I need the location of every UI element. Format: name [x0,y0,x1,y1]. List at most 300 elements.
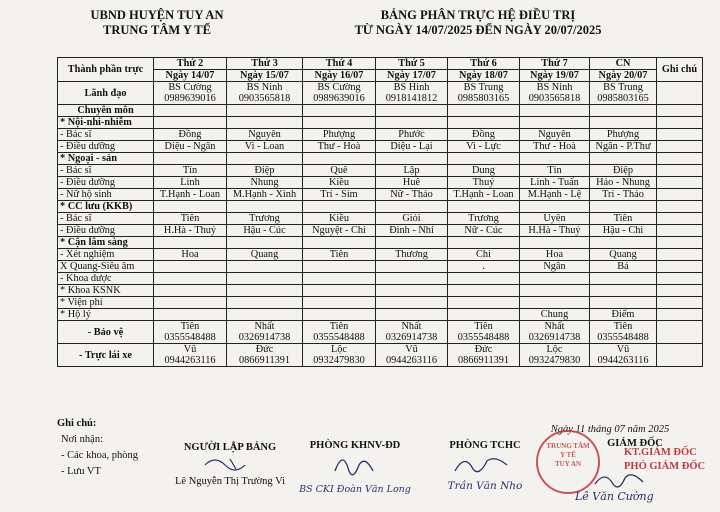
duty-cell: Uyên [520,213,590,225]
duty-phone: 0985803165 [457,93,510,104]
duty-cell [520,105,590,117]
duty-cell [154,105,227,117]
day-name: Thứ 3 [227,58,303,70]
duty-cell [154,117,227,129]
note-cell [657,249,703,261]
table-row [58,105,703,117]
duty-name: Đức [474,344,493,355]
khnv-name: Đoàn Văn Long [336,484,411,495]
duty-cell [303,82,376,105]
duty-phone: 0944263116 [597,355,649,366]
duty-cell: Diệu - Lại [376,141,448,153]
duty-cell [303,309,376,321]
col-note-header: Ghi chú [657,58,703,82]
table-row [58,117,703,129]
preparer-signature [200,453,260,473]
duty-name: BS Ninh [536,82,573,93]
row-label: * Hộ lý [58,309,154,321]
duty-phone: 0989639016 [164,93,216,104]
duty-cell [520,321,590,344]
duty-cell: Trương [227,213,303,225]
duty-cell [154,273,227,285]
row-label: - Điều dưỡng [58,141,154,153]
table-row [58,177,703,189]
duty-cell: Trí - Thảo [590,189,657,201]
stamp-text-1: TRUNG TÂM [546,442,590,450]
note-cell [657,225,703,237]
duty-cell [154,285,227,297]
duty-cell [520,201,590,213]
tchc-signature [450,451,520,477]
org-line-1: UBND HUYỆN TUY AN [90,8,224,22]
duty-cell: Lập [376,165,448,177]
duty-cell: Dung [448,165,520,177]
duty-cell [448,309,520,321]
duty-cell [303,237,376,249]
duty-cell [448,344,520,367]
duty-cell: Hậu - Cúc [227,225,303,237]
duty-cell: Trí - Sim [303,189,376,201]
duty-cell [448,273,520,285]
duty-cell [303,297,376,309]
duty-cell: Nguyệt - Chi [303,225,376,237]
duty-cell: Trương [448,213,520,225]
khnv-title: PHÒNG KHNV-ĐD [309,440,401,451]
duty-cell: Ngân - P.Thư [590,141,657,153]
duty-name: Nhất [401,321,422,332]
duty-name: Vũ [616,344,630,355]
preparer-title: NGƯỜI LẬP BẢNG [183,442,277,453]
duty-cell: Quê [303,165,376,177]
day-date: Ngày 14/07 [154,70,227,82]
day-date: Ngày 18/07 [448,70,520,82]
duty-cell [154,321,227,344]
duty-phone: 0944263116 [164,355,216,366]
duty-schedule-table [57,57,703,367]
row-label: Chuyên môn [58,105,154,117]
director-signature [590,470,660,490]
table-row [58,297,703,309]
day-name: Thứ 4 [303,58,376,70]
duty-cell [376,117,448,129]
row-label: - Điều dưỡng [58,225,154,237]
duty-cell: Phượng [303,129,376,141]
duty-cell: H.Hà - Thuý [154,225,227,237]
duty-cell: Điểm [590,309,657,321]
duty-phone: 0903565818 [528,93,581,104]
duty-cell [448,82,520,105]
tchc-title: PHÒNG TCHC [449,440,521,451]
note-cell [657,285,703,297]
table-row [58,237,703,249]
note-cell [657,82,703,105]
duty-phone: 0355548488 [313,332,365,343]
duty-cell: Chung [520,309,590,321]
note-cell [657,117,703,129]
duty-cell: Vi - Lực [448,141,520,153]
table-row [58,225,703,237]
duty-cell: Tiên [303,249,376,261]
duty-name: Vũ [183,344,197,355]
duty-cell [154,82,227,105]
note-cell [657,189,703,201]
duty-cell: Nhung [227,177,303,189]
recipients-label: Nơi nhận: [61,434,104,445]
duty-cell: Kiều [303,177,376,189]
duty-cell: Tín [520,165,590,177]
day-name: Thứ 6 [448,58,520,70]
duty-cell [448,117,520,129]
driver-row-label: - Trực lái xe [58,344,154,367]
row-label: * Ngoại - sản [58,153,154,165]
duty-cell [303,321,376,344]
duty-name: BS Hinh [393,82,430,93]
duty-name: BS Ninh [246,82,283,93]
row-label: - Nữ hộ sinh [58,189,154,201]
duty-cell: T.Hạnh - Loan [448,189,520,201]
duty-cell [590,321,657,344]
duty-cell [227,237,303,249]
row-label: - Bác sĩ [58,165,154,177]
row-label: * Cận lâm sàng [58,237,154,249]
duty-cell [376,82,448,105]
duty-cell [376,105,448,117]
leader-row-label: Lãnh đạo [58,82,154,105]
org-line-2: TRUNG TÂM Y TẾ [102,23,211,37]
duty-phone: 0326914738 [385,332,438,343]
duty-cell [590,153,657,165]
note-cell [657,273,703,285]
duty-phone: 0355548488 [457,332,510,343]
note-cell [657,177,703,189]
preparer-signature-block [160,442,300,487]
duty-cell [376,237,448,249]
duty-phone: 0944263116 [385,355,438,366]
duty-cell [448,237,520,249]
row-label: - Khoa dược [58,273,154,285]
duty-cell: Linh - Tuấn [520,177,590,189]
duty-cell: Điệp [227,165,303,177]
duty-cell [303,201,376,213]
duty-cell [227,285,303,297]
duty-phone: 0932479830 [528,355,581,366]
tchc-signature-block [430,440,540,492]
stamp-text-2: Y TẾ [560,451,576,459]
duty-cell: Ngân [520,261,590,273]
duty-cell [303,285,376,297]
duty-cell [227,273,303,285]
row-label: - Điều dưỡng [58,177,154,189]
row-label: * Viện phí [58,297,154,309]
day-date: Ngày 19/07 [520,70,590,82]
note-cell [657,321,703,344]
duty-cell [590,105,657,117]
duty-cell: Phước [376,129,448,141]
table-row [58,129,703,141]
duty-name: BS Trung [463,82,504,93]
duty-cell: Quang [590,249,657,261]
duty-cell: . [448,261,520,273]
duty-cell: Linh [154,177,227,189]
duty-phone: 0866911391 [238,355,291,366]
duty-cell [520,237,590,249]
duty-cell [227,321,303,344]
duty-name: Nhất [254,321,275,332]
duty-cell [227,82,303,105]
duty-cell: Huê [376,177,448,189]
duty-cell [590,344,657,367]
duty-cell: Hoa [520,249,590,261]
row-label: - Bác sĩ [58,129,154,141]
duty-cell [154,261,227,273]
duty-cell [227,201,303,213]
date-text: Ngày 11 tháng 07 năm 2025 [550,424,670,435]
director-name: Lê Văn Cường [575,490,654,503]
duty-cell: Nữ - Cúc [448,225,520,237]
duty-cell [154,297,227,309]
duty-cell: Thư - Hoà [520,141,590,153]
duty-name: Tiên [474,321,493,332]
table-row [58,201,703,213]
duty-phone: 0326914738 [238,332,291,343]
duty-phone: 0866911391 [457,355,510,366]
duty-cell [227,297,303,309]
note-cell [657,213,703,225]
duty-cell [448,153,520,165]
note-title: Ghi chú: [57,418,97,429]
duty-name: BS Cường [317,82,361,93]
duty-phone: 0989639016 [313,93,365,104]
duty-cell [154,153,227,165]
duty-cell [376,285,448,297]
duty-cell [376,344,448,367]
duty-cell: Hảo - Nhung [590,177,657,189]
duty-name: BS Cường [168,82,212,93]
stamp-text-3: TUY AN [555,460,581,468]
duty-cell [590,82,657,105]
table-row [58,153,703,165]
director-title: GIÁM ĐỐC [607,438,663,449]
duty-cell: Bá [590,261,657,273]
table-row [58,273,703,285]
duty-cell [590,285,657,297]
day-name: Thứ 5 [376,58,448,70]
duty-cell: Quang [227,249,303,261]
day-date: Ngày 20/07 [590,70,657,82]
day-date: Ngày 16/07 [303,70,376,82]
duty-name: Lộc [546,344,563,355]
day-date: Ngày 15/07 [227,70,303,82]
duty-cell [448,297,520,309]
row-label: - Bác sĩ [58,213,154,225]
duty-cell [154,201,227,213]
note-cell [657,105,703,117]
duty-phone: 0903565818 [238,93,291,104]
director-sub-2: PHÓ GIÁM ĐỐC [624,461,706,472]
table-header-row [58,58,703,70]
driver-row [58,344,703,367]
note-cell [657,237,703,249]
duty-cell [590,117,657,129]
duty-cell [376,309,448,321]
duty-cell [227,344,303,367]
tchc-name: Trần Văn Nho [447,480,523,492]
duty-name: BS Trung [603,82,643,93]
duty-cell [590,237,657,249]
recipient-2: - Lưu VT [61,466,101,477]
col-role-header: Thành phần trực [58,58,154,82]
duty-cell [227,153,303,165]
duty-cell: Thương [376,249,448,261]
title-line-2: TỪ NGÀY 14/07/2025 ĐẾN NGÀY 20/07/2025 [354,23,602,37]
director-sub-1: KT.GIÁM ĐỐC [624,447,697,458]
duty-cell: M.Hạnh - Lệ [520,189,590,201]
duty-cell: T.Hạnh - Loan [154,189,227,201]
duty-cell [303,344,376,367]
duty-name: Đức [255,344,274,355]
duty-phone: 0932479830 [313,355,365,366]
duty-cell: Vi - Loan [227,141,303,153]
duty-cell [303,117,376,129]
duty-cell [376,297,448,309]
table-row [58,261,703,273]
duty-phone: 0355548488 [164,332,216,343]
duty-cell: Tiên [590,213,657,225]
duty-cell [520,117,590,129]
duty-phone: 0326914738 [528,332,581,343]
note-cell [657,129,703,141]
duty-cell: Kiều [303,213,376,225]
duty-cell [520,82,590,105]
duty-cell [520,344,590,367]
footer-notes [57,416,138,480]
duty-name: Nhất [544,321,565,332]
duty-cell [590,201,657,213]
khnv-signature-block [295,440,415,495]
duty-phone: 0985803165 [597,93,649,104]
duty-cell [376,261,448,273]
note-cell [657,141,703,153]
duty-cell: Phượng [590,129,657,141]
recipient-1: - Các khoa, phòng [61,450,138,461]
khnv-signature [325,451,385,481]
leader-row [58,82,703,105]
row-label: X Quang-Siêu âm [58,261,154,273]
duty-cell [154,237,227,249]
guard-row-label: - Bảo vệ [58,321,154,344]
duty-cell [303,261,376,273]
duty-cell [376,273,448,285]
duty-cell [303,105,376,117]
day-name: Thứ 2 [154,58,227,70]
duty-cell: Tiên [154,213,227,225]
duty-cell: Nguyên [227,129,303,141]
row-label: * Nội-nhi-nhiễm [58,117,154,129]
note-cell [657,309,703,321]
duty-cell: Hậu - Chi [590,225,657,237]
duty-cell: Giỏi [376,213,448,225]
duty-phone: 0355548488 [597,332,649,343]
row-label: * CC lưu (KKB) [58,201,154,213]
duty-cell [448,321,520,344]
note-cell [657,297,703,309]
duty-cell: Thư - Hoà [303,141,376,153]
duty-name: Tiên [180,321,200,332]
duty-phone: 0918141812 [385,93,438,104]
duty-cell [376,321,448,344]
day-date: Ngày 17/07 [376,70,448,82]
duty-cell [376,153,448,165]
title-line-1: BẢNG PHÂN TRỰC HỆ ĐIỀU TRỊ [380,8,576,22]
duty-cell [520,273,590,285]
guard-row [58,321,703,344]
table-row [58,213,703,225]
duty-cell [520,285,590,297]
table-row [58,309,703,321]
duty-cell: Nguyên [520,129,590,141]
duty-cell: Nữ - Thảo [376,189,448,201]
duty-name: Vũ [405,344,418,355]
preparer-name: Lê Nguyễn Thị Trường Vi [175,476,285,487]
duty-cell [227,117,303,129]
duty-cell [448,105,520,117]
note-cell [657,165,703,177]
duty-name: Tiên [329,321,349,332]
duty-cell [520,153,590,165]
duty-cell: Đồng [448,129,520,141]
duty-cell: Điệp [590,165,657,177]
note-cell [657,201,703,213]
duty-cell [227,105,303,117]
duty-cell: M.Hạnh - Xinh [227,189,303,201]
duty-cell: H.Hà - Thuý [520,225,590,237]
duty-cell: Đồng [154,129,227,141]
note-cell [657,261,703,273]
document-title [318,8,638,38]
duty-cell: Đình - Nhi [376,225,448,237]
duty-cell: Diệu - Ngân [154,141,227,153]
duty-cell [448,201,520,213]
row-label: - Xét nghiệm [58,249,154,261]
duty-cell [590,297,657,309]
table-row [58,165,703,177]
note-cell [657,153,703,165]
duty-cell [227,309,303,321]
duty-name: Tiên [613,321,633,332]
duty-cell: Thuý [448,177,520,189]
duty-cell [303,273,376,285]
duty-cell [590,273,657,285]
duty-cell: Tín [154,165,227,177]
duty-cell [376,201,448,213]
duty-cell [520,297,590,309]
row-label: * Khoa KSNK [58,285,154,297]
duty-cell [303,153,376,165]
duty-cell [227,261,303,273]
duty-cell [154,309,227,321]
duty-cell [154,344,227,367]
duty-cell: Chi [448,249,520,261]
table-row [58,285,703,297]
day-name: CN [590,58,657,70]
khnv-prefix: BS CKI [299,484,334,495]
duty-cell [448,285,520,297]
table-row [58,189,703,201]
duty-cell: Hoa [154,249,227,261]
note-cell [657,344,703,367]
table-row [58,249,703,261]
table-date-row [58,70,703,82]
